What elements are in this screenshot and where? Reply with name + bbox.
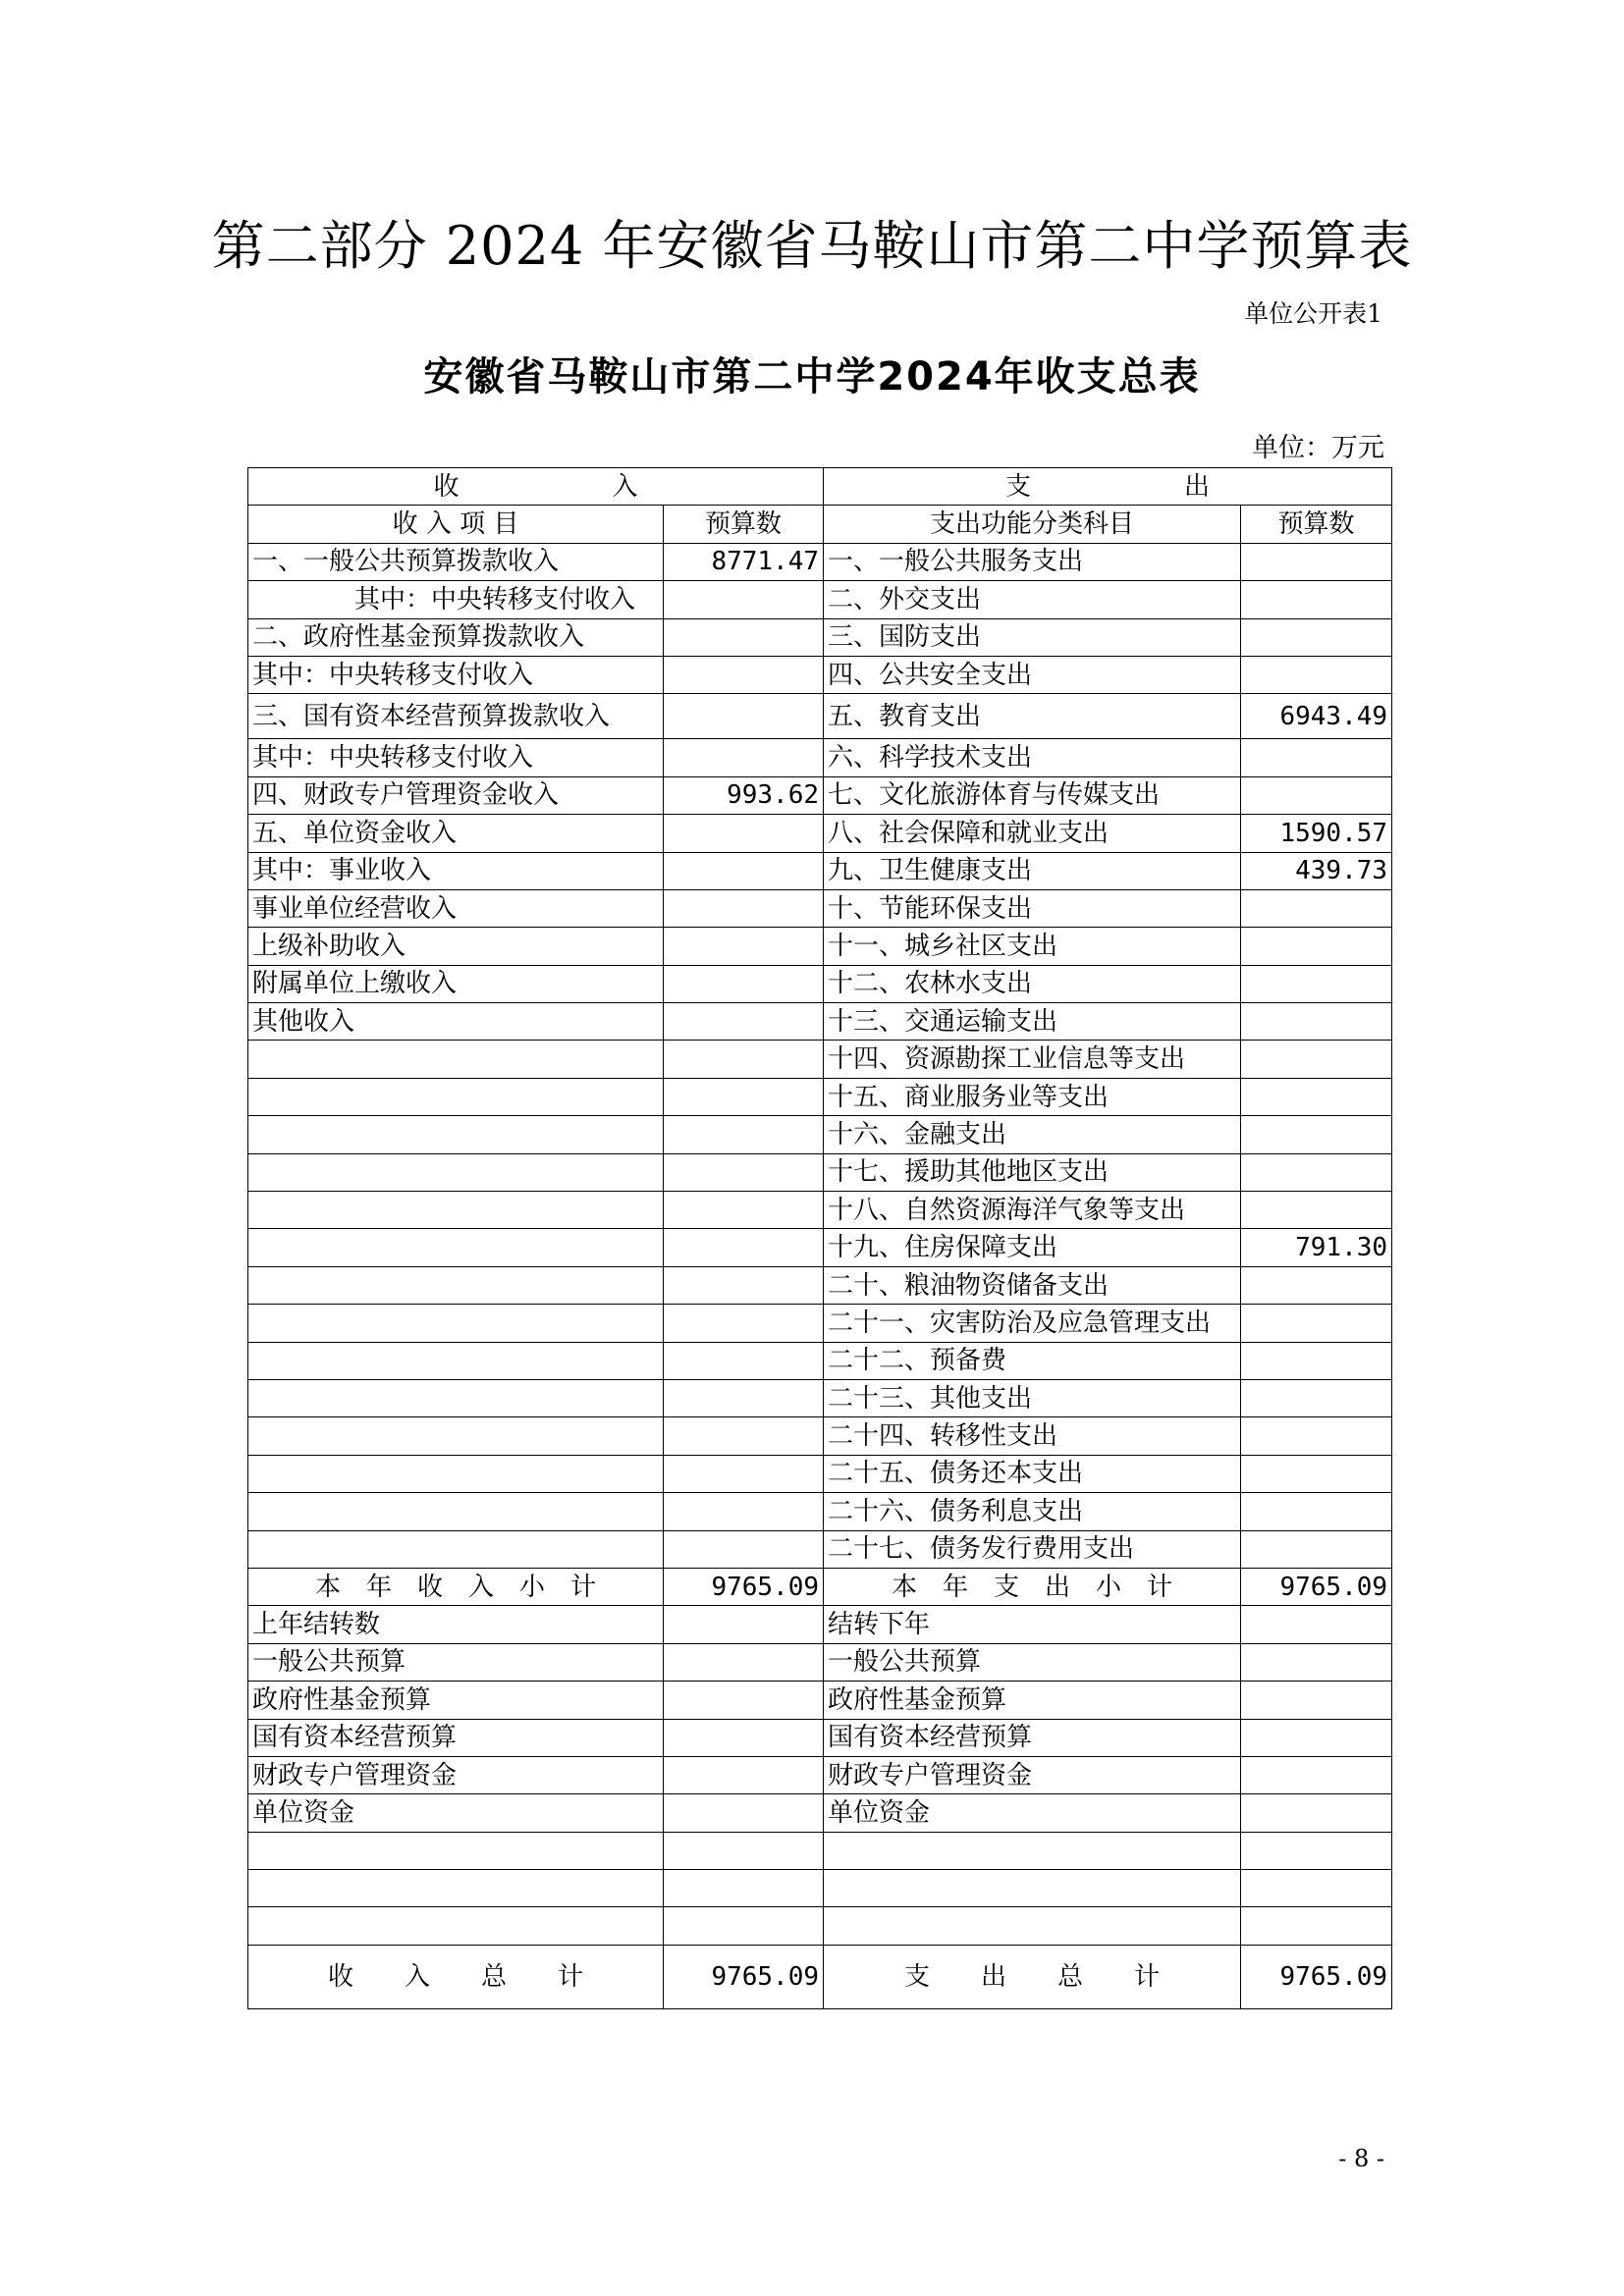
carry-income-amount	[664, 1794, 824, 1832]
table-row	[248, 1192, 1392, 1229]
income-amount	[664, 852, 824, 889]
carry-expense-amount	[1241, 1643, 1392, 1681]
income-amount: 993.62	[664, 776, 824, 814]
income-item: 三、国有资本经营预算拨款收入	[248, 694, 664, 739]
table-row	[248, 581, 1392, 618]
income-item: 附属单位上缴收入	[248, 965, 664, 1002]
table-row	[248, 1153, 1392, 1191]
income-total-amount: 9765.09	[664, 1945, 824, 2008]
table-row	[248, 815, 1392, 852]
expense-item: 十九、住房保障支出	[824, 1229, 1241, 1266]
income-item	[248, 1116, 664, 1153]
expense-amount	[1241, 1003, 1392, 1041]
table-row	[248, 1455, 1392, 1492]
expense-item: 二十一、灾害防治及应急管理支出	[824, 1305, 1241, 1342]
expense-amount	[1241, 581, 1392, 618]
table-row	[248, 1530, 1392, 1568]
income-item: 上级补助收入	[248, 928, 664, 965]
group-header-row	[248, 468, 1392, 506]
expense-amount	[1241, 1041, 1392, 1078]
income-amount	[664, 928, 824, 965]
income-item	[248, 1266, 664, 1304]
table-row	[248, 928, 1392, 965]
empty-row	[248, 1870, 1392, 1907]
income-amount	[664, 815, 824, 852]
expense-item: 二十七、债务发行费用支出	[824, 1530, 1241, 1568]
income-amount	[664, 1305, 824, 1342]
income-amount-header: 预算数	[664, 506, 824, 543]
income-amount	[664, 1041, 824, 1078]
income-item: 二、政府性基金预算拨款收入	[248, 618, 664, 656]
expense-subtotal-amount: 9765.09	[1241, 1568, 1392, 1605]
expense-item: 七、文化旅游体育与传媒支出	[824, 776, 1241, 814]
income-amount	[664, 694, 824, 739]
income-amount	[664, 1342, 824, 1379]
income-group-header: 收 入	[248, 468, 824, 506]
expense-item: 九、卫生健康支出	[824, 852, 1241, 889]
table-row	[248, 1078, 1392, 1115]
page-number: - 8 -	[1338, 2145, 1384, 2172]
expense-amount	[1241, 1530, 1392, 1568]
carry-expense-amount	[1241, 1606, 1392, 1643]
income-item: 事业单位经营收入	[248, 889, 664, 927]
expense-amount	[1241, 889, 1392, 927]
income-amount	[664, 1003, 824, 1041]
expense-amount: 6943.49	[1241, 694, 1392, 739]
income-amount	[664, 1455, 824, 1492]
table-row	[248, 1417, 1392, 1455]
income-item	[248, 1342, 664, 1379]
page-title: 第二部分 2024 年安徽省马鞍山市第二中学预算表	[211, 215, 1413, 277]
income-amount	[664, 739, 824, 776]
table-row	[248, 739, 1392, 776]
table-row	[248, 1493, 1392, 1530]
income-subtotal-amount: 9765.09	[664, 1568, 824, 1605]
income-amount	[664, 1153, 824, 1191]
income-item	[248, 1379, 664, 1416]
income-amount	[664, 1229, 824, 1266]
expense-amount	[1241, 618, 1392, 656]
table-number: 单位公开表1	[1244, 299, 1382, 328]
expense-item: 十五、商业服务业等支出	[824, 1078, 1241, 1115]
table-row	[248, 618, 1392, 656]
expense-item: 十八、自然资源海洋气象等支出	[824, 1192, 1241, 1229]
total-row	[248, 1945, 1392, 2008]
income-amount	[664, 1493, 824, 1530]
expense-item: 二十、粮油物资储备支出	[824, 1266, 1241, 1304]
expense-item: 二十四、转移性支出	[824, 1417, 1241, 1455]
expense-amount	[1241, 656, 1392, 693]
expense-item: 二、外交支出	[824, 581, 1241, 618]
carry-income-amount	[664, 1643, 824, 1681]
expense-item: 十三、交通运输支出	[824, 1003, 1241, 1041]
table-row	[248, 1041, 1392, 1078]
expense-item: 四、公共安全支出	[824, 656, 1241, 693]
table-row	[248, 1342, 1392, 1379]
income-item	[248, 1305, 664, 1342]
expense-item: 一、一般公共服务支出	[824, 543, 1241, 580]
income-item: 其中：事业收入	[248, 852, 664, 889]
table-row	[248, 1003, 1392, 1041]
expense-amount: 791.30	[1241, 1229, 1392, 1266]
expense-amount	[1241, 739, 1392, 776]
expense-amount	[1241, 1379, 1392, 1416]
carry-row	[248, 1794, 1392, 1832]
expense-amount	[1241, 1078, 1392, 1115]
income-amount	[664, 1192, 824, 1229]
carry-income-item: 上年结转数	[248, 1606, 664, 1643]
table-row	[248, 776, 1392, 814]
income-item: 一、一般公共预算拨款收入	[248, 543, 664, 580]
table-row	[248, 889, 1392, 927]
carry-income-amount	[664, 1719, 824, 1756]
income-subtotal-label: 本 年 收 入 小 计	[248, 1568, 664, 1605]
table-row	[248, 965, 1392, 1002]
carry-expense-item: 财政专户管理资金	[824, 1756, 1241, 1793]
income-item	[248, 1530, 664, 1568]
expense-amount-header: 预算数	[1241, 506, 1392, 543]
expense-item: 二十六、债务利息支出	[824, 1493, 1241, 1530]
carry-row	[248, 1643, 1392, 1681]
expense-item: 十六、金融支出	[824, 1116, 1241, 1153]
carry-row	[248, 1719, 1392, 1756]
expense-amount: 1590.57	[1241, 815, 1392, 852]
expense-amount: 439.73	[1241, 852, 1392, 889]
expense-amount	[1241, 776, 1392, 814]
income-item: 其中：中央转移支付收入	[248, 581, 664, 618]
expense-item: 二十五、债务还本支出	[824, 1455, 1241, 1492]
income-item	[248, 1153, 664, 1191]
carry-expense-item: 结转下年	[824, 1606, 1241, 1643]
carry-income-item: 政府性基金预算	[248, 1682, 664, 1719]
income-item	[248, 1417, 664, 1455]
expense-item: 八、社会保障和就业支出	[824, 815, 1241, 852]
carry-row	[248, 1682, 1392, 1719]
income-item: 四、财政专户管理资金收入	[248, 776, 664, 814]
table-row	[248, 543, 1392, 580]
income-amount: 8771.47	[664, 543, 824, 580]
table-row	[248, 852, 1392, 889]
expense-item: 六、科学技术支出	[824, 739, 1241, 776]
income-item	[248, 1229, 664, 1266]
income-item: 其中：中央转移支付收入	[248, 739, 664, 776]
empty-row	[248, 1832, 1392, 1869]
expense-item: 十一、城乡社区支出	[824, 928, 1241, 965]
table-row	[248, 1229, 1392, 1266]
income-item	[248, 1192, 664, 1229]
carry-income-amount	[664, 1606, 824, 1643]
carry-expense-item: 一般公共预算	[824, 1643, 1241, 1681]
expense-amount	[1241, 1192, 1392, 1229]
carry-expense-amount	[1241, 1756, 1392, 1793]
table-row	[248, 656, 1392, 693]
expense-amount	[1241, 1153, 1392, 1191]
expense-total-label: 支 出 总 计	[824, 1945, 1241, 2008]
expense-group-header: 支 出	[824, 468, 1392, 506]
column-header-row	[248, 506, 1392, 543]
carry-income-amount	[664, 1682, 824, 1719]
income-amount	[664, 656, 824, 693]
subtotal-row	[248, 1568, 1392, 1605]
expense-item: 十、节能环保支出	[824, 889, 1241, 927]
income-amount	[664, 1530, 824, 1568]
expense-item: 二十三、其他支出	[824, 1379, 1241, 1416]
income-item	[248, 1078, 664, 1115]
expense-total-amount: 9765.09	[1241, 1945, 1392, 2008]
income-amount	[664, 618, 824, 656]
expense-item: 十二、农林水支出	[824, 965, 1241, 1002]
expense-amount	[1241, 1493, 1392, 1530]
income-amount	[664, 965, 824, 1002]
income-amount	[664, 1078, 824, 1115]
income-amount	[664, 1266, 824, 1304]
expense-item: 十七、援助其他地区支出	[824, 1153, 1241, 1191]
income-amount	[664, 1379, 824, 1416]
expense-amount	[1241, 543, 1392, 580]
income-amount	[664, 1417, 824, 1455]
expense-amount	[1241, 1266, 1392, 1304]
carry-expense-amount	[1241, 1794, 1392, 1832]
unit-label: 单位：万元	[1252, 433, 1384, 463]
expense-item: 十四、资源勘探工业信息等支出	[824, 1041, 1241, 1078]
income-amount	[664, 581, 824, 618]
carry-row	[248, 1756, 1392, 1793]
carry-expense-item: 政府性基金预算	[824, 1682, 1241, 1719]
budget-table	[247, 467, 1392, 2009]
carry-row	[248, 1606, 1392, 1643]
income-item-header: 收 入 项 目	[248, 506, 664, 543]
expense-item-header: 支出功能分类科目	[824, 506, 1241, 543]
carry-income-item: 国有资本经营预算	[248, 1719, 664, 1756]
expense-item: 二十二、预备费	[824, 1342, 1241, 1379]
table-row	[248, 1305, 1392, 1342]
expense-subtotal-label: 本 年 支 出 小 计	[824, 1568, 1241, 1605]
income-item	[248, 1041, 664, 1078]
carry-income-item: 单位资金	[248, 1794, 664, 1832]
table-row	[248, 1379, 1392, 1416]
carry-income-amount	[664, 1756, 824, 1793]
expense-item: 三、国防支出	[824, 618, 1241, 656]
expense-item: 五、教育支出	[824, 694, 1241, 739]
table-row	[248, 1266, 1392, 1304]
income-amount	[664, 1116, 824, 1153]
carry-income-item: 一般公共预算	[248, 1643, 664, 1681]
expense-amount	[1241, 1417, 1392, 1455]
table-row	[248, 1116, 1392, 1153]
income-total-label: 收 入 总 计	[248, 1945, 664, 2008]
expense-amount	[1241, 1455, 1392, 1492]
expense-amount	[1241, 965, 1392, 1002]
carry-expense-amount	[1241, 1719, 1392, 1756]
expense-amount	[1241, 1116, 1392, 1153]
empty-row	[248, 1907, 1392, 1945]
income-item	[248, 1493, 664, 1530]
expense-amount	[1241, 1305, 1392, 1342]
carry-expense-item: 国有资本经营预算	[824, 1719, 1241, 1756]
carry-expense-amount	[1241, 1682, 1392, 1719]
expense-amount	[1241, 1342, 1392, 1379]
income-amount	[664, 889, 824, 927]
table-row	[248, 694, 1392, 739]
income-item: 五、单位资金收入	[248, 815, 664, 852]
income-item	[248, 1455, 664, 1492]
income-item: 其中：中央转移支付收入	[248, 656, 664, 693]
expense-amount	[1241, 928, 1392, 965]
carry-expense-item: 单位资金	[824, 1794, 1241, 1832]
income-item: 其他收入	[248, 1003, 664, 1041]
table-title: 安徽省马鞍山市第二中学2024年收支总表	[423, 354, 1201, 400]
carry-income-item: 财政专户管理资金	[248, 1756, 664, 1793]
